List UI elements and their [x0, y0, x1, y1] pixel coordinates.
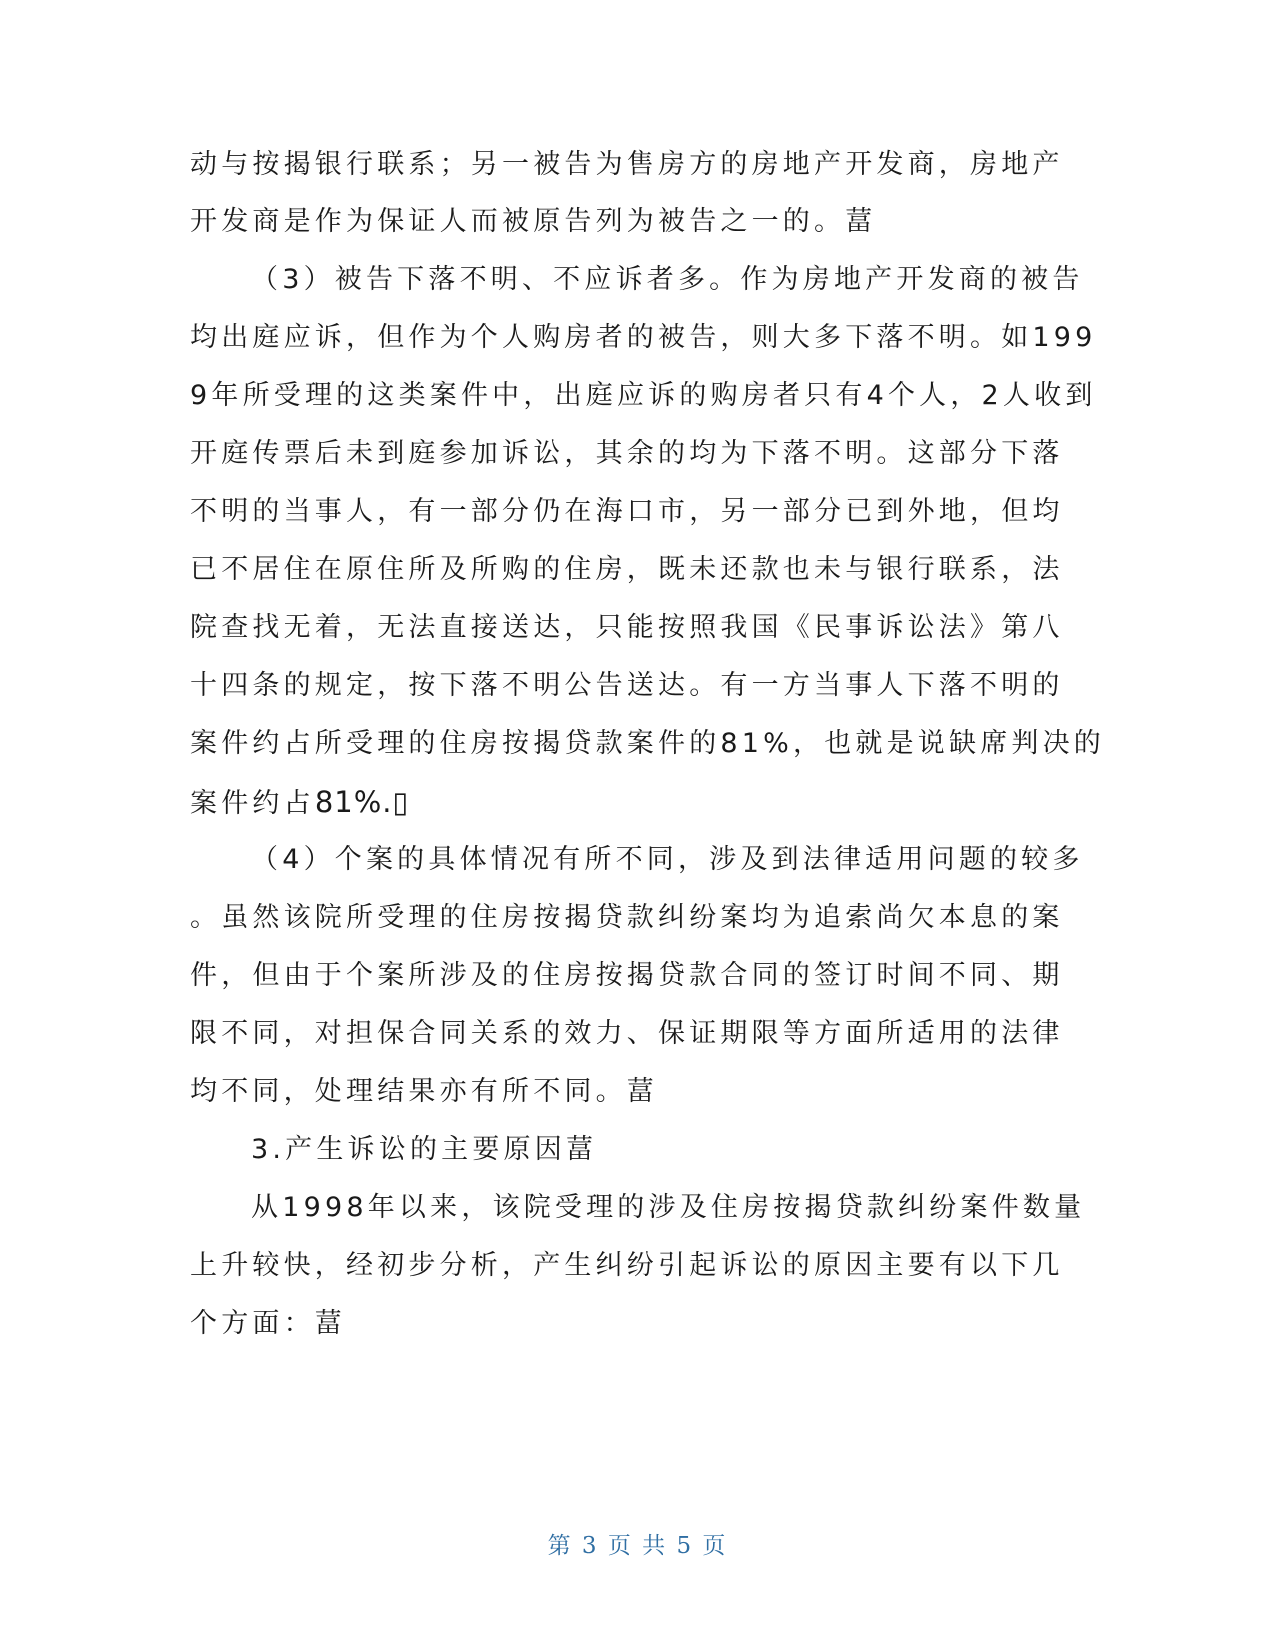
percentage-text: 81%.▯ [314, 785, 410, 819]
paragraph-line: 个方面：葍 [190, 1308, 346, 1339]
paragraph-line [190, 782, 409, 824]
section-heading: 3.产生诉讼的主要原因葍 [251, 1134, 598, 1165]
paragraph-line: 动与按揭银行联系；另一被告为售房方的房地产开发商，房地产 [190, 149, 1064, 180]
page-number-label: 第 3 页 共 5 页 [547, 1533, 728, 1559]
page-footer [0, 1527, 1275, 1560]
paragraph-line: （3）被告下落不明、不应诉者多。作为房地产开发商的被告 [251, 264, 1084, 295]
paragraph-line-text: 案件约占 [190, 788, 315, 819]
paragraph-line: 已不居住在原住所及所购的住房，既未还款也未与银行联系，法 [190, 554, 1064, 585]
paragraph-line: 限不同，对担保合同关系的效力、保证期限等方面所适用的法律 [190, 1018, 1064, 1049]
paragraph-line: 上升较快，经初步分析，产生纠纷引起诉讼的原因主要有以下几 [190, 1250, 1064, 1281]
paragraph-line: 9年所受理的这类案件中，出庭应诉的购房者只有4个人，2人收到 [190, 380, 1097, 411]
paragraph-line: 开庭传票后未到庭参加诉讼，其余的均为下落不明。这部分下落 [190, 438, 1064, 469]
paragraph-line: 院查找无着，无法直接送达，只能按照我国《民事诉讼法》第八 [190, 612, 1064, 643]
paragraph-line: 十四条的规定，按下落不明公告送达。有一方当事人下落不明的 [190, 670, 1064, 701]
paragraph-line: 。虽然该院所受理的住房按揭贷款纠纷案均为追索尚欠本息的案 [190, 902, 1064, 933]
paragraph-line: （4）个案的具体情况有所不同，涉及到法律适用问题的较多 [251, 844, 1084, 875]
paragraph-line: 件，但由于个案所涉及的住房按揭贷款合同的签订时间不同、期 [190, 960, 1064, 991]
paragraph-line: 不明的当事人，有一部分仍在海口市，另一部分已到外地，但均 [190, 496, 1064, 527]
paragraph-line: 均出庭应诉，但作为个人购房者的被告，则大多下落不明。如199 [190, 322, 1097, 353]
paragraph-line: 案件约占所受理的住房按揭贷款案件的81%，也就是说缺席判决的 [190, 728, 1106, 759]
paragraph-line: 均不同，处理结果亦有所不同。葍 [190, 1076, 658, 1107]
paragraph-line: 开发商是作为保证人而被原告列为被告之一的。葍 [190, 206, 877, 237]
paragraph-line: 从1998年以来，该院受理的涉及住房按揭贷款纠纷案件数量 [251, 1192, 1086, 1223]
